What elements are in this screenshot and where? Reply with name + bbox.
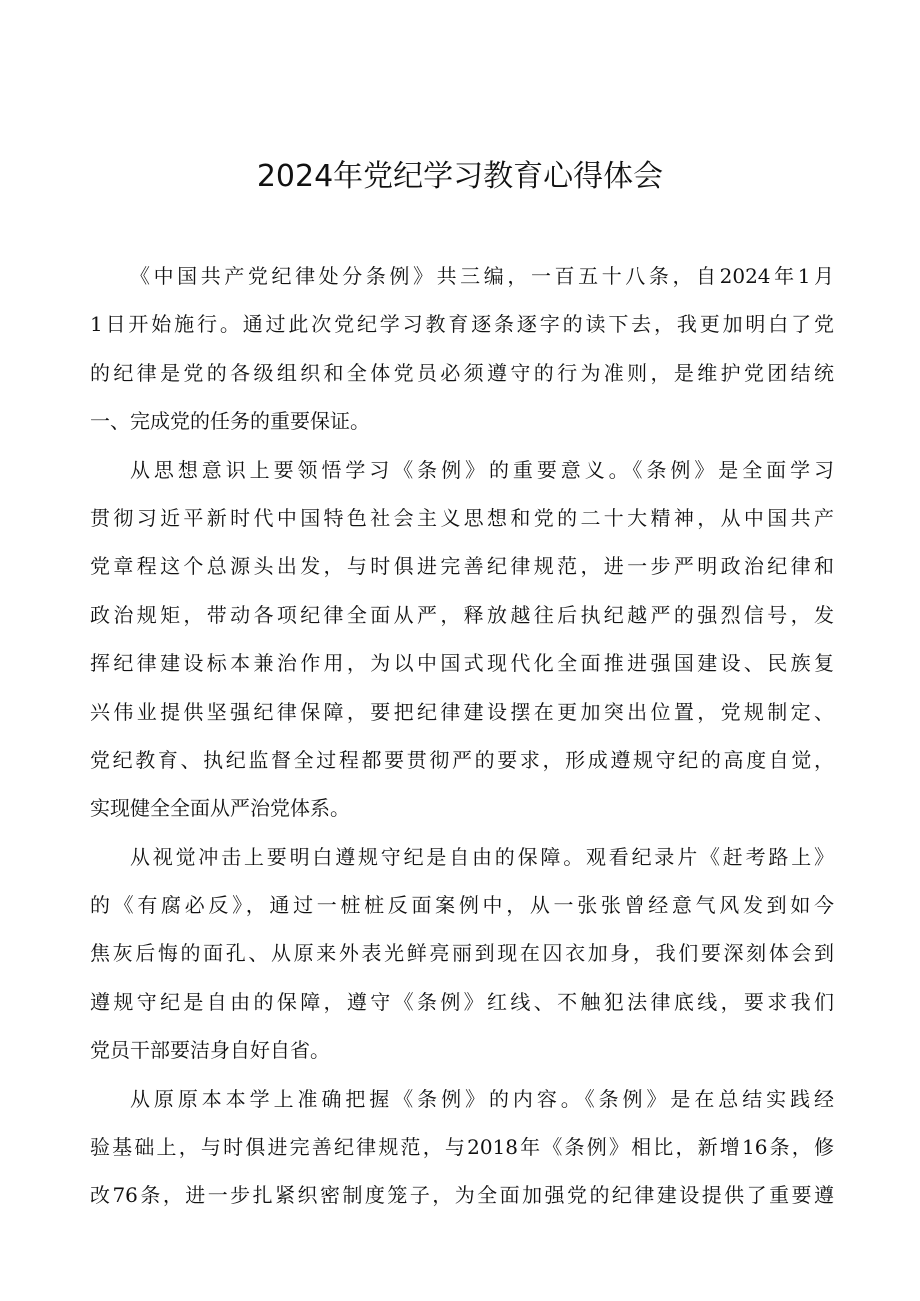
text-line: 从原原本本学上准确把握《条例》的内容。《条例》是在总结实践经: [130, 1086, 834, 1111]
text-line: 党章程这个总源头出发，与时俱进完善纪律规范，进一步严明政治纪律和: [90, 554, 834, 579]
text-line: 挥纪律建设标本兼治作用，为以中国式现代化全面推进强国建设、民族复: [90, 651, 834, 676]
document-title: 2024年党纪学习教育心得体会: [256, 159, 664, 194]
paragraph-3: [90, 833, 834, 1075]
paragraph-2: [90, 446, 834, 833]
paragraph-4: [90, 1075, 834, 1220]
text-line: 1日开始施行。通过此次党纪学习教育逐条逐字的读下去，我更加明白了党: [90, 312, 834, 337]
text-line: 党员干部要洁身自好自省。: [90, 1038, 330, 1063]
text-line: 一、完成党的任务的重要保证。: [90, 409, 370, 434]
text-line: 的纪律是党的各级组织和全体党员必须遵守的行为准则，是维护党团结统: [90, 360, 834, 385]
text-line: 验基础上，与时俱进完善纪律规范，与2018年《条例》相比，新增16条，修: [90, 1135, 834, 1160]
text-line: 遵规守纪是自由的保障，遵守《条例》红线、不触犯法律底线，要求我们: [90, 989, 834, 1014]
text-line: 从视觉冲击上要明白遵规守纪是自由的保障。观看纪录片《赶考路上》: [130, 844, 834, 869]
document-body: [90, 252, 834, 1220]
text-line: 实现健全全面从严治党体系。: [90, 796, 350, 821]
text-line: 《中国共产党纪律处分条例》共三编，一百五十八条，自2024年1月: [130, 264, 834, 288]
text-line: 党纪教育、执纪监督全过程都要贯彻严的要求，形成遵规守纪的高度自觉，: [90, 747, 834, 772]
paragraph-1: [90, 252, 834, 446]
text-line: 从思想意识上要领悟学习《条例》的重要意义。《条例》是全面学习: [130, 457, 834, 482]
text-line: 焦灰后悔的面孔、从原来外表光鲜亮丽到现在囚衣加身，我们要深刻体会到: [90, 941, 834, 966]
text-line: 兴伟业提供坚强纪律保障，要把纪律建设摆在更加突出位置，党规制定、: [90, 699, 834, 724]
text-line: 的《有腐必反》，通过一桩桩反面案例中，从一张张曾经意气风发到如今: [90, 893, 834, 918]
text-line: 贯彻习近平新时代中国特色社会主义思想和党的二十大精神，从中国共产: [90, 505, 834, 530]
text-line: 政治规矩，带动各项纪律全面从严，释放越往后执纪越严的强烈信号，发: [90, 602, 834, 627]
text-line: 改76条，进一步扎紧织密制度笼子，为全面加强党的纪律建设提供了重要遵: [90, 1183, 834, 1208]
